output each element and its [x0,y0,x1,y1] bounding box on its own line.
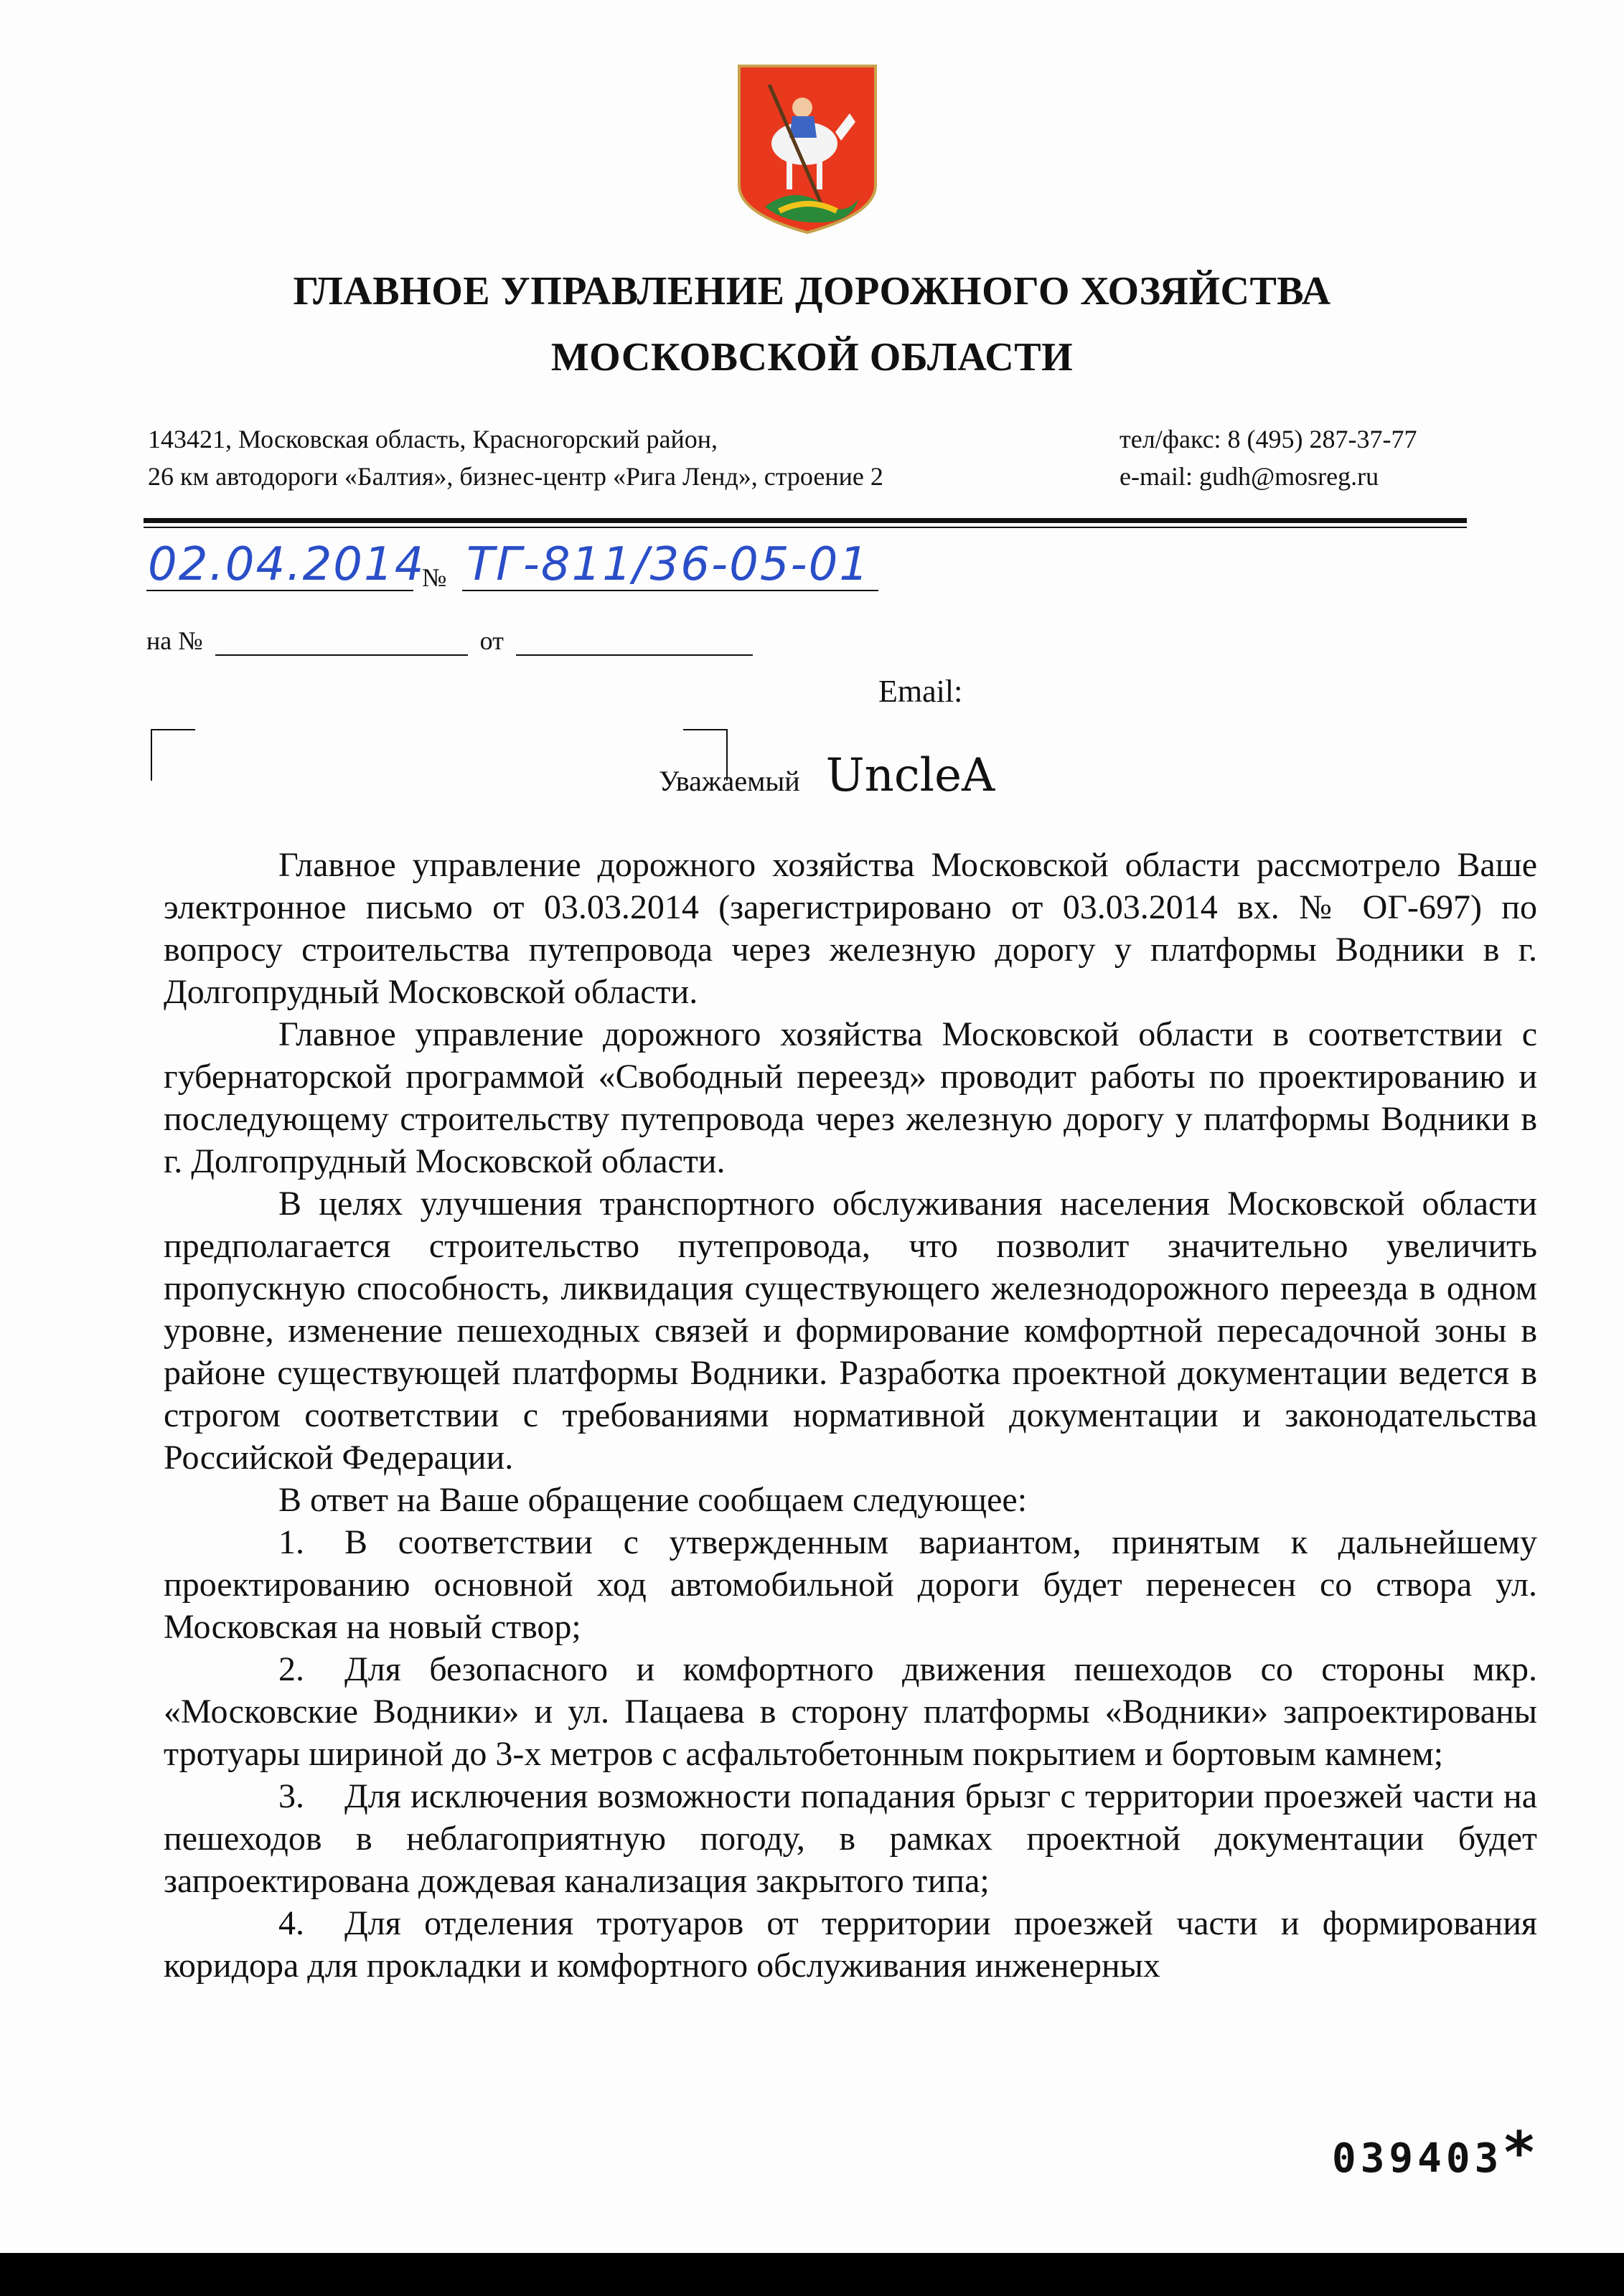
body-paragraph-4: В ответ на Ваше обращение сообщаем следующее: [278,1481,1028,1519]
list-item-text: В соответствии с утвержденным вариантом, принятым к дальнейшему проектированию основной ход автомобильной дороги будет перенесен со створа ул. Московская на новый створ; [164,1523,1537,1646]
scan-bottom-edge [0,2253,1624,2296]
list-item [164,1902,1537,1987]
address-line1: 143421, Московская область, Красногорский район, [148,425,718,453]
list-item-text: Для исключения возможности попадания брызг с территории проезжей части на пешеходов в неблагоприятную погоду, в рамках проектной документации будет запроектирована дождевая канализация закрытого типа; [164,1777,1537,1900]
organization-title-line1: ГЛАВНОЕ УПРАВЛЕНИЕ ДОРОЖНОГО ХОЗЯЙСТВА [293,269,1331,314]
body-paragraph-2: Главное управление дорожного хозяйства Московской области в соответствии с губернаторской программой «Свободный переезд» проводит работы по проектированию и последующему строительству путепровода через железную дорогу у платформы Водники в г. Долгопрудный Московской области. [164,1015,1537,1180]
reference-number-blank [215,633,468,656]
salutation [659,749,995,802]
reference-number-label: на № [146,626,203,655]
serial-star-mark: * [1504,2119,1534,2186]
list-item-number: 1. [278,1523,304,1561]
contact-email: e-mail: gudh@mosreg.ru [1120,462,1379,491]
recipient-name: UncleA [825,749,995,802]
body-paragraph-1: Главное управление дорожного хозяйства Московской области рассмотрело Ваше электронное письмо от 03.03.2014 (зарегистрировано от 03.03.2014 вх. № ОГ-697) по вопросу строительства путепровода через железную дорогу у платформы Водники в г. Долгопрудный Московской области. [164,846,1537,1011]
registration-date-handwritten: 02.04.2014 [148,538,426,591]
list-item [164,1521,1537,1648]
list-item-number: 3. [278,1777,304,1815]
list-item [164,1648,1537,1775]
organization-contacts [1120,420,1417,495]
list-item-number: 4. [278,1904,304,1942]
coat-of-arms-emblem [736,63,878,235]
registration-number-label: № [422,563,447,592]
list-item-text: Для безопасного и комфортного движения пешеходов со стороны мкр. «Московские Водники» и ул. Пацаева в сторону платформы «Водники» запроектированы тротуары шириной до 3-х метров с асфальтобетонным покрытием и бортовым камнем; [164,1650,1537,1773]
reference-row [146,626,753,656]
list-item-number: 2. [278,1650,304,1688]
recipient-email-label: Email: [878,674,963,709]
list-item-text: Для отделения тротуаров от территории проезжей части и формирования коридора для прокладки и комфортного обслуживания инженерных [164,1904,1537,1985]
list-item [164,1775,1537,1902]
reference-from-label: от [479,626,504,655]
organization-address [148,420,883,495]
body-paragraph-3: В целях улучшения транспортного обслуживания населения Московской области предполагается строительство путепровода, что позволит значительно увеличить пропускную способность, ликвидация существующего железнодорожного переезда в одном уровне, изменение пешеходных связей и формирование комфортной пересадочной зоны в районе существующей платформы Водники. Разработка проектной документации ведется в строгом соответствии с требованиями нормативной документации и законодательства Российской Федерации. [164,1185,1537,1477]
salutation-word: Уважаемый [659,765,800,797]
header-divider-thick [144,518,1467,523]
registration-number-handwritten: ТГ-811/36-05-01 [466,538,870,591]
organization-title-line2: МОСКОВСКОЙ ОБЛАСТИ [550,335,1074,380]
address-block-corner-left [151,729,195,781]
phone-fax: тел/факс: 8 (495) 287-37-77 [1120,425,1417,453]
registration-number-field [462,538,878,591]
registration-date-field [146,538,426,591]
letter-body [164,844,1537,1987]
reference-date-blank [516,633,753,656]
document-serial-number: 039403 [1332,2135,1503,2182]
address-line2: 26 км автодороги «Балтия», бизнес-центр «Рига Ленд», строение 2 [148,462,883,491]
header-divider-thin [144,527,1467,528]
